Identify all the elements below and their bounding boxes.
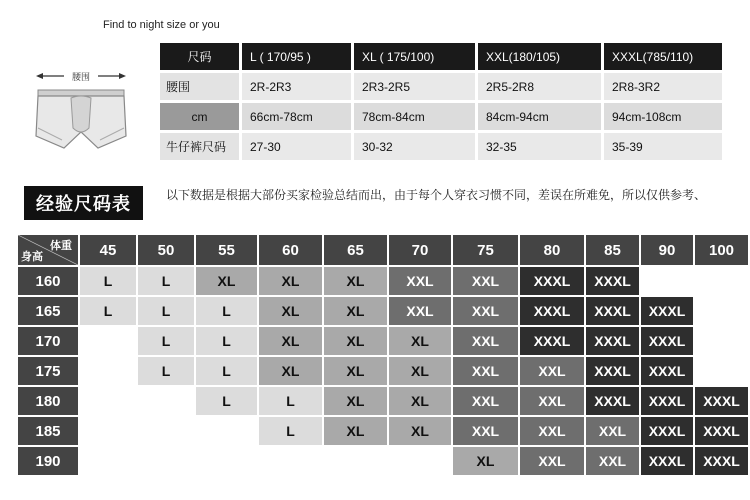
size-table-cell: 2R8-3R2 [604, 73, 722, 100]
weight-header: 100 [695, 235, 748, 265]
empty-cell [138, 387, 194, 415]
size-cell: L [138, 327, 194, 355]
size-table-header: XXXL(785/110) [604, 43, 722, 70]
corner-height-label: 身高 [21, 251, 43, 263]
size-cell: L [259, 387, 322, 415]
size-cell: XL [324, 327, 387, 355]
size-cell: XXXL [586, 267, 639, 295]
corner-weight-label: 体重 [50, 240, 72, 252]
empty-cell [80, 387, 136, 415]
size-table-cell: 2R5-2R8 [478, 73, 601, 100]
size-cell: XXXL [695, 447, 748, 475]
weight-header: 80 [520, 235, 584, 265]
size-table-cell: 30-32 [354, 133, 475, 160]
height-header: 180 [18, 387, 78, 415]
size-cell: XL [324, 267, 387, 295]
size-cell: L [138, 267, 194, 295]
size-cell: XXL [389, 297, 451, 325]
height-header: 175 [18, 357, 78, 385]
size-cell: XXXL [586, 387, 639, 415]
intro-text: Find to night size or you [103, 19, 220, 31]
size-cell: XXL [586, 417, 639, 445]
size-cell: XXL [453, 387, 518, 415]
size-cell: XXXL [695, 417, 748, 445]
size-cell: XL [324, 297, 387, 325]
empty-cell [196, 417, 257, 445]
size-cell: XXL [520, 417, 584, 445]
size-cell: XXXL [695, 387, 748, 415]
size-cell: XXL [453, 327, 518, 355]
weight-header: 90 [641, 235, 693, 265]
empty-cell [80, 357, 136, 385]
size-cell: XXXL [586, 327, 639, 355]
size-table-cell: 78cm-84cm [354, 103, 475, 130]
size-cell: XL [324, 357, 387, 385]
size-cell: XL [324, 417, 387, 445]
size-table-row-label: cm [160, 103, 239, 130]
size-cell: XL [259, 297, 322, 325]
weight-header: 70 [389, 235, 451, 265]
empty-cell [695, 267, 748, 295]
size-cell: XXL [586, 447, 639, 475]
size-cell: XXL [520, 357, 584, 385]
size-cell: XL [389, 387, 451, 415]
size-cell: L [138, 297, 194, 325]
empty-cell [80, 417, 136, 445]
size-cell: XL [453, 447, 518, 475]
size-table-header: L ( 170/95 ) [242, 43, 351, 70]
size-cell: XXXL [641, 417, 693, 445]
size-cell: L [196, 327, 257, 355]
size-cell: XXL [520, 387, 584, 415]
size-table-cell: 94cm-108cm [604, 103, 722, 130]
height-header: 170 [18, 327, 78, 355]
size-cell: L [196, 387, 257, 415]
weight-header: 65 [324, 235, 387, 265]
size-cell: XL [196, 267, 257, 295]
size-table-cell: 32-35 [478, 133, 601, 160]
underwear-sketch [26, 66, 136, 156]
weight-header: 50 [138, 235, 194, 265]
empty-cell [695, 327, 748, 355]
size-cell: XXXL [520, 297, 584, 325]
size-table-cell: 2R3-2R5 [354, 73, 475, 100]
height-header: 185 [18, 417, 78, 445]
size-cell: L [196, 357, 257, 385]
size-table-cell: 2R-2R3 [242, 73, 351, 100]
empty-cell [80, 447, 136, 475]
waist-caption: 腰围 [71, 73, 91, 83]
empty-cell [138, 447, 194, 475]
size-cell: XXXL [641, 357, 693, 385]
size-cell: XL [389, 417, 451, 445]
weight-header: 60 [259, 235, 322, 265]
size-cell: XL [259, 267, 322, 295]
size-cell: XXXL [520, 327, 584, 355]
empty-cell [695, 297, 748, 325]
chart-corner [18, 235, 78, 265]
size-cell: L [80, 267, 136, 295]
size-cell: XXXL [641, 447, 693, 475]
empty-cell [324, 447, 387, 475]
size-cell: XXXL [641, 387, 693, 415]
size-cell: XXL [453, 357, 518, 385]
size-cell: XXXL [641, 297, 693, 325]
size-cell: XL [259, 357, 322, 385]
size-cell: XL [324, 387, 387, 415]
size-cell: XL [389, 327, 451, 355]
size-cell: XL [389, 357, 451, 385]
size-table [160, 43, 722, 160]
weight-header: 75 [453, 235, 518, 265]
empty-cell [641, 267, 693, 295]
size-cell: XXL [453, 297, 518, 325]
empty-cell [389, 447, 451, 475]
size-table-cell: 35-39 [604, 133, 722, 160]
size-table-cell: 66cm-78cm [242, 103, 351, 130]
size-table-header: XXL(180/105) [478, 43, 601, 70]
height-header: 165 [18, 297, 78, 325]
weight-header: 55 [196, 235, 257, 265]
weight-header: 85 [586, 235, 639, 265]
size-table-header: 尺码 [160, 43, 239, 70]
size-cell: XXL [389, 267, 451, 295]
empty-cell [695, 357, 748, 385]
empty-cell [138, 417, 194, 445]
size-cell: XXXL [586, 297, 639, 325]
height-header: 190 [18, 447, 78, 475]
size-table-row-label: 牛仔裤尺码 [160, 133, 239, 160]
weight-header: 45 [80, 235, 136, 265]
height-weight-chart [18, 235, 748, 475]
size-cell: XXXL [641, 327, 693, 355]
size-cell: XL [259, 327, 322, 355]
section-title: 经验尺码表 [24, 186, 143, 220]
size-cell: XXL [520, 447, 584, 475]
size-cell: L [196, 297, 257, 325]
size-cell: L [80, 297, 136, 325]
empty-cell [80, 327, 136, 355]
empty-cell [259, 447, 322, 475]
size-table-row-label: 腰围 [160, 73, 239, 100]
empty-cell [196, 447, 257, 475]
size-cell: L [259, 417, 322, 445]
size-cell: XXXL [586, 357, 639, 385]
size-cell: L [138, 357, 194, 385]
section-description: 以下数据是根据大部份买家检验总结而出，由于每个人穿衣习惯不同，差误在所难免，所以仅供参考、 [166, 188, 707, 202]
size-cell: XXXL [520, 267, 584, 295]
size-table-cell: 84cm-94cm [478, 103, 601, 130]
height-header: 160 [18, 267, 78, 295]
size-cell: XXL [453, 417, 518, 445]
size-table-cell: 27-30 [242, 133, 351, 160]
size-table-header: XL ( 175/100) [354, 43, 475, 70]
size-cell: XXL [453, 267, 518, 295]
